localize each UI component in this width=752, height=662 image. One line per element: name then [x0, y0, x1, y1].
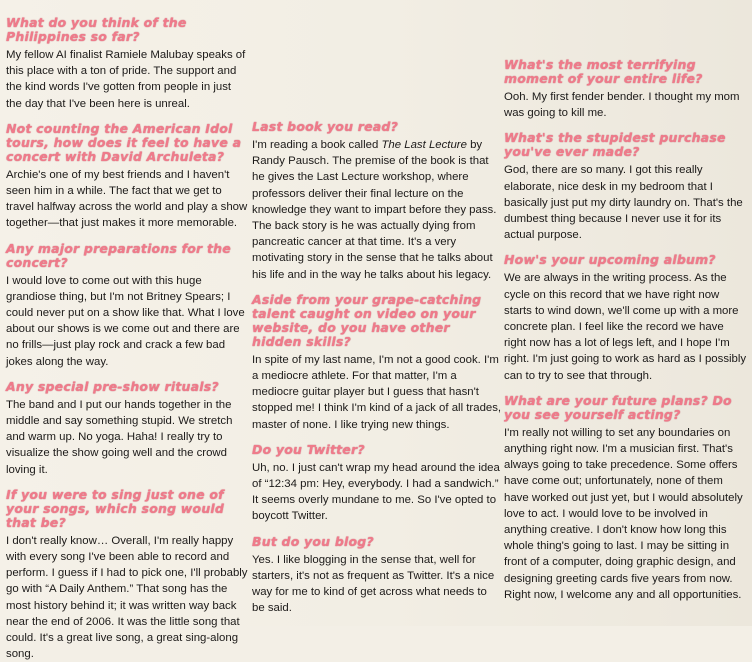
- answer-last-book-part1: I'm reading a book called: [252, 139, 382, 151]
- column-3: [504, 0, 748, 626]
- book-title: The Last Lecture: [381, 139, 467, 151]
- answer-blog: Yes. I like blogging in the sense that, well for starters, it's not as frequent as Twitter. It's a nice way for me to kind of get across what needs to be said.: [252, 553, 495, 615]
- question-rituals: Any special pre-show rituals?: [6, 378, 219, 394]
- question-blog: But do you blog?: [252, 533, 374, 549]
- answer-last-book: [252, 137, 502, 283]
- answer-concert-feel: Archie's one of my best friends and I haven't seen him in a while. The fact that we get to travel halfway across the world and play a show together—that just makes it more memorable.: [6, 168, 248, 230]
- question-twitter: Do you Twitter?: [252, 441, 365, 457]
- answer-twitter: Uh, no. I just can't wrap my head around the idea of “12:34 pm: Hey, everybody. I had a sandwich.” It seems overly mundane to me. So I've opted to boycott Twitter.: [252, 461, 500, 523]
- answer-stupidest-purchase: God, there are so many. I got this really elaborate, nice desk in my bedroom that I basically just put my dirty laundry on. That's the dumbest thing because I never use it for its actual purpose.: [504, 164, 743, 242]
- answer-preparations: I would love to come out with this huge grandiose thing, but I'm not Britney Spears; I could never put on a show like that. What I love about our shows is we come out and there are no frills—just play rock and crack a few bad jokes along the way.: [6, 274, 245, 368]
- answer-one-song: I don't really know… Overall, I'm really happy with every song I've been able to record and perform. I guess if I had to pick one, I'll probably go with “A Daily Anthem.” That song has the most history behind it; it was written way back near the end of 2006. It was the little song that could. It's a great live song, a great sing-along song.: [6, 534, 248, 661]
- question-last-book: Last book you read?: [252, 119, 399, 134]
- answer-rituals: The band and I put our hands together in the middle and say something stupid. We stretch and warm up. No yoga. Haha! I really try to visualize the show going well and the crowd loving it.: [6, 398, 233, 476]
- column-2: [252, 0, 502, 626]
- answer-last-book-part2: by Randy Pausch. The premise of the book is that he gives the Last Lecture workshop, where professors deliver their final lecture on the knowledge they want to impart before they pass. The back story is he was actually dying from pancreatic cancer at that time. It's a very motivating story in the sense that he talks about his life and in the way he talks about his legacy.: [252, 139, 497, 281]
- answer-future-plans: I'm really not willing to set any boundaries on anything right now. I'm a musician first. That's always going to take precedence. Some offers have come out; unfortunately, none of them have worked out just yet, but I would absolutely love to act. I would love to be involved in anything creative. I don't know how long this whole thing's going to last. I may be sitting in front of a computer, doing graphic design, and designing greeting cards five years from now. Right now, I welcome any and all opportunities.: [504, 426, 743, 601]
- question-stupidest-purchase: What's the stupidest purchase you've ever made?: [504, 130, 726, 160]
- question-hidden-skills: Aside from your grape-catching talent caught on video on your website, do you have other hidden skills?: [252, 291, 482, 349]
- question-future-plans: What are your future plans? Do you see yourself acting?: [504, 392, 732, 422]
- question-upcoming-album: How's your upcoming album?: [504, 252, 716, 268]
- answer-terrifying: Ooh. My first fender bender. I thought my mom was going to kill me.: [504, 91, 740, 120]
- question-concert-feel: Not counting the American Idol tours, how does it feel to have a concert with David Archuleta?: [6, 120, 242, 164]
- question-one-song: If you were to sing just one of your songs, which song would that be?: [6, 486, 225, 530]
- answer-upcoming-album: We are always in the writing process. As the cycle on this record that we have right now starts to wind down, we'll come up with a more concrete plan. I feel like the record we have right now has a lot of legs left, and I hope I'm right. I'm just going to work as hard as I possibly can to try to see that through.: [504, 272, 747, 382]
- question-preparations: Any major preparations for the concert?: [6, 240, 231, 270]
- question-terrifying: What's the most terrifying moment of your entire life?: [504, 57, 703, 86]
- answer-philippines: My fellow AI finalist Ramiele Malubay speaks of this place with a ton of pride. The support and the kind words I've gotten from people in just the day that I've been here is unreal.: [6, 49, 246, 110]
- answer-hidden-skills: In spite of my last name, I'm not a good cook. I'm a mediocre athlete. For that matter, I'm a mediocre guitar player but I guess that hasn't stopped me! I think I'm kind of a jack of all trades, master of none. I like trying new things.: [252, 353, 502, 431]
- column-1: [0, 0, 250, 661]
- question-philippines: What do you think of the Philippines so far?: [6, 15, 187, 44]
